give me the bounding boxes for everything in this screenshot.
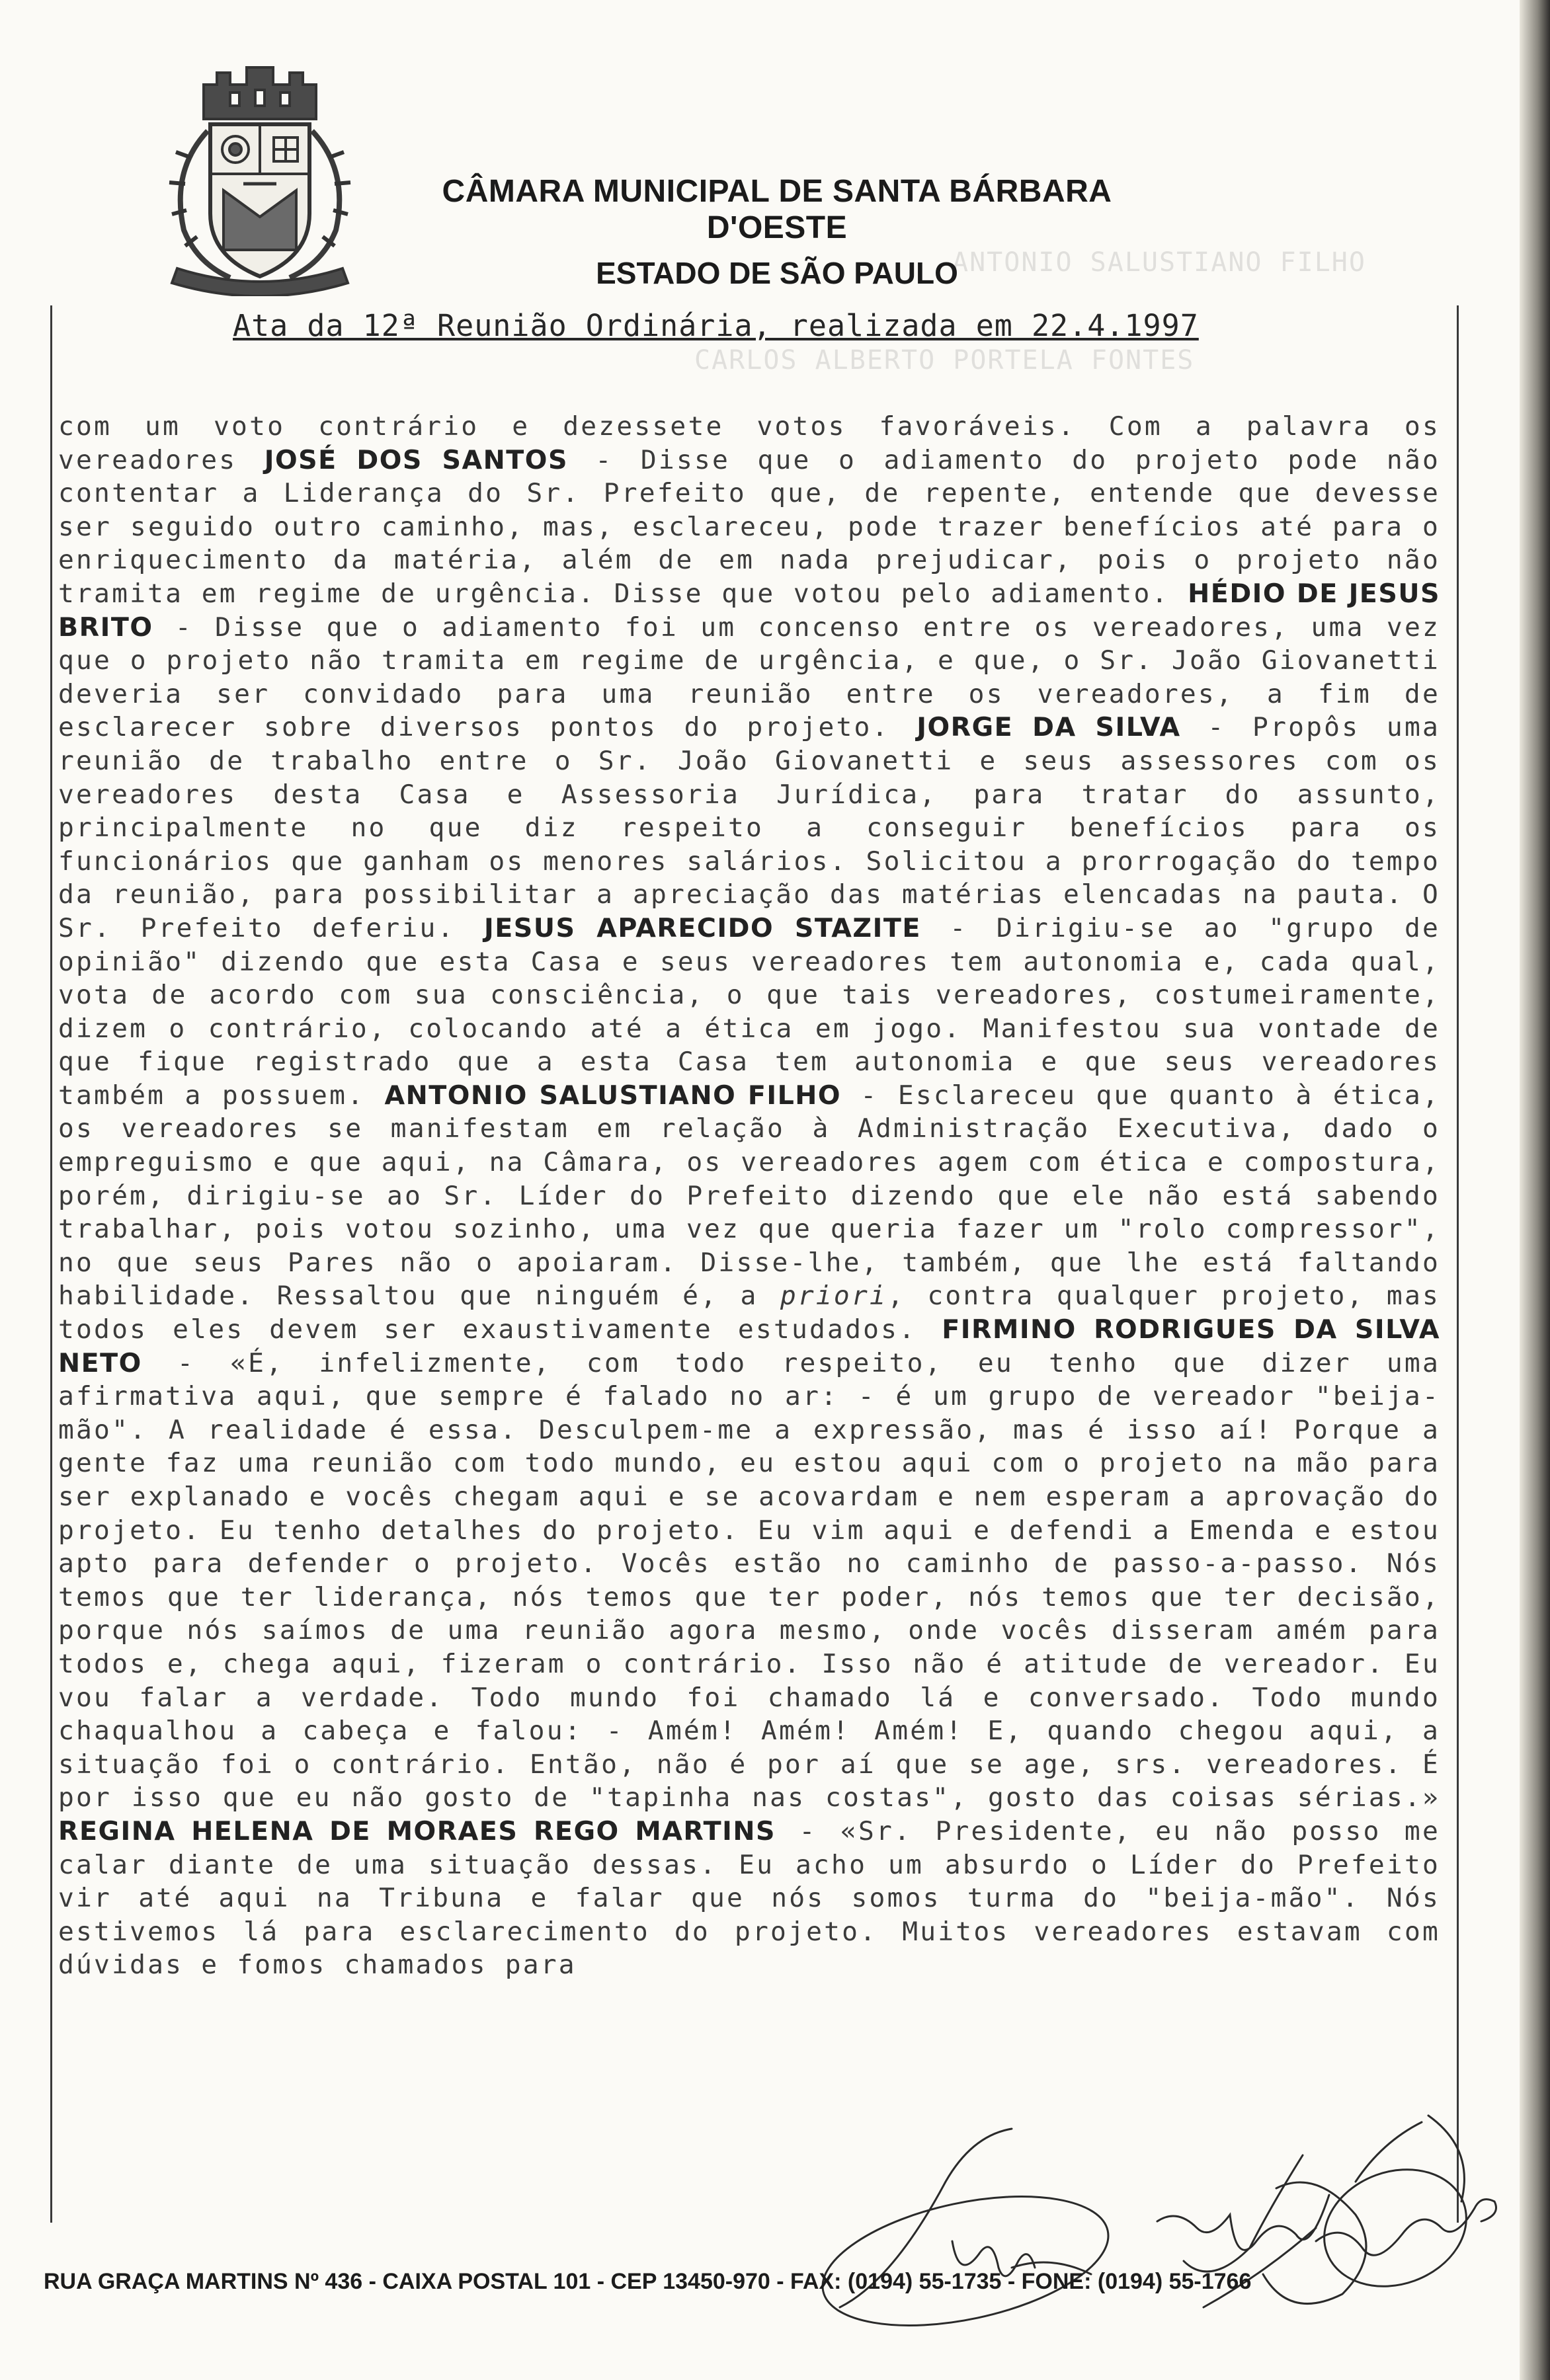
minutes-text-run: - Disse que o adiamento do projeto pode não contentar a Liderança do Sr. Prefeito que, de repente, entende que devesse ser seguido outro caminho, mas, esclareceu, pode trazer benefícios até para o enriquecimento da matéria, além de em nada prejudicar, pois o projeto não tramita em regime de urgência. Disse que votou pelo adiamento. (58, 444, 1440, 609)
minutes-text-run: - Esclareceu que quanto à ética, os vereadores se manifestam em relação à Administração Executiva, dado o empreguismo e que aqui, na Câmara, os vereadores agem com ética e compostura, porém, dirigiu-se ao Sr. Líder do Prefeito dizendo que ele não está sabendo trabalhar, pois votou sozinho, uma vez que queria fazer um "rolo compressor", no que seus Pares não o apoiaram. Disse-lhe, também, que lhe está faltando habilidade. Ressaltou que ninguém é, a (58, 1080, 1440, 1312)
speaker-name: JESUS APARECIDO STAZITE (484, 912, 921, 943)
minutes-text-run: - «Sr. Presidente, eu não posso me calar diante de uma situação dessas. Eu acho um absurdo o Líder do Prefeito vir até aqui na Tribuna e falar que nós somos turma do "beija-mão". Nós estivemos lá para esclarecimento do projeto. Muitos vereadores estavam com dúvidas e fomos chamados para (58, 1815, 1440, 1981)
minutes-text-run: com um voto contrário e dezessete votos favoráveis. Com a palavra os vereadores (58, 411, 1440, 475)
institution-name: CÂMARA MUNICIPAL DE SANTA BÁRBARA D'OESTE (442, 174, 1112, 245)
bleed-through-line-1: ANTONIO SALUSTIANO FILHO (952, 247, 1366, 278)
speaker-name: JOSÉ DOS SANTOS (264, 444, 568, 475)
minutes-text-run: - «É, infelizmente, com todo respeito, eu tenho que dizer uma afirmativa aqui, que sempre é falado no ar: - é um grupo de vereador "beija-mão". A realidade é essa. Desculpem-me a expressão, mas é isso aí! Porque a gente faz uma reunião com todo mundo, eu estou aqui com o projeto na mão para ser explanado e vocês chegam aqui e se acovardam e nem esperam a aprovação do projeto. Eu tenho detalhes do projeto. Eu vim aqui e defendi a Emenda e estou apto para defender o projeto. Vocês estão no caminho de passo-a-passo. Nós temos que ter liderança, nós temos que ter poder, nós temos que ter decisão, porque nós saímos de uma reunião agora mesmo, onde vocês disseram amém para todos e, chega aqui, fizeram o contrário. Isso não é atitude de vereador. Eu vou falar a verdade. Todo mundo foi chamado lá e conversado. Todo mundo chaqualhou a cabeça e falou: - Amém! Amém! Amém! E, quando chegou aqui, a situação foi o contrário. Então, não é por aí que se age, srs. vereadores. É por isso que eu não gosto de "tapinha nas costas", gosto das coisas sérias.» (58, 1347, 1440, 1813)
minutes-text-run: - Propôs uma reunião de trabalho entre o Sr. João Giovanetti e seus assessores com os vereadores desta Casa e Assessoria Jurídica, para tratar do assunto, principalmente no que diz respeito a conseguir benefícios para os funcionários que ganham os menores salários. Solicitou a prorrogação do tempo da reunião, para possibilitar a apreciação das matérias elencadas na pauta. O Sr. Prefeito deferiu. (58, 712, 1441, 943)
speaker-name: FIRMINO RODRIGUES DA SILVA NETO (58, 1314, 1440, 1378)
speaker-name: REGINA HELENA DE MORAES REGO MARTINS (58, 1815, 776, 1846)
right-margin-rule (1457, 305, 1459, 2223)
minutes-text-run: - Disse que o adiamento foi um concenso entre os vereadores, uma vez que o projeto não tramita em regime de urgência, e que, o Sr. João Giovanetti deveria ser convidado para uma reunião entre os vereadores, a fim de esclarecer sobre diversos pontos do projeto. (58, 612, 1440, 743)
minutes-title: Ata da 12ª Reunião Ordinária, realizada em 22.4.1997 (233, 308, 1199, 343)
speaker-name: JORGE DA SILVA (917, 712, 1181, 743)
minutes-text-run: , contra qualquer projeto, mas todos eles devem ser exaustivamente estudados. (58, 1281, 1440, 1345)
left-margin-rule (50, 305, 52, 2223)
footer-address: RUA GRAÇA MARTINS Nº 436 - CAIXA POSTAL 101 - CEP 13450-970 - FAX: (0194) 55-1735 - FONE: (0194) 55-1766 (44, 2269, 1252, 2294)
state-name: ESTADO DE SÃO PAULO (596, 256, 958, 290)
bleed-through-line-2: CARLOS ALBERTO PORTELA FONTES (694, 345, 1195, 376)
minutes-text-run: - Dirigiu-se ao "grupo de opinião" dizendo que esta Casa e seus vereadores tem autonomia e, cada qual, vota de acordo com sua consciência, o que tais vereadores, costumeiramente, dizem o contrário, colocando até a ética em jogo. Manifestou sua vontade de que fique registrado que a esta Casa tem autonomia e que seus vereadores também a possuem. (58, 912, 1441, 1111)
page-edge-shadow (1520, 0, 1550, 2380)
minutes-body (58, 410, 1440, 1982)
italic-term: priori (780, 1281, 887, 1312)
municipal-coat-of-arms-icon (151, 58, 369, 296)
speaker-name: ANTONIO SALUSTIANO FILHO (384, 1080, 842, 1111)
speaker-name: HÉDIO DE JESUS BRITO (58, 578, 1440, 643)
document-header (370, 173, 1184, 291)
